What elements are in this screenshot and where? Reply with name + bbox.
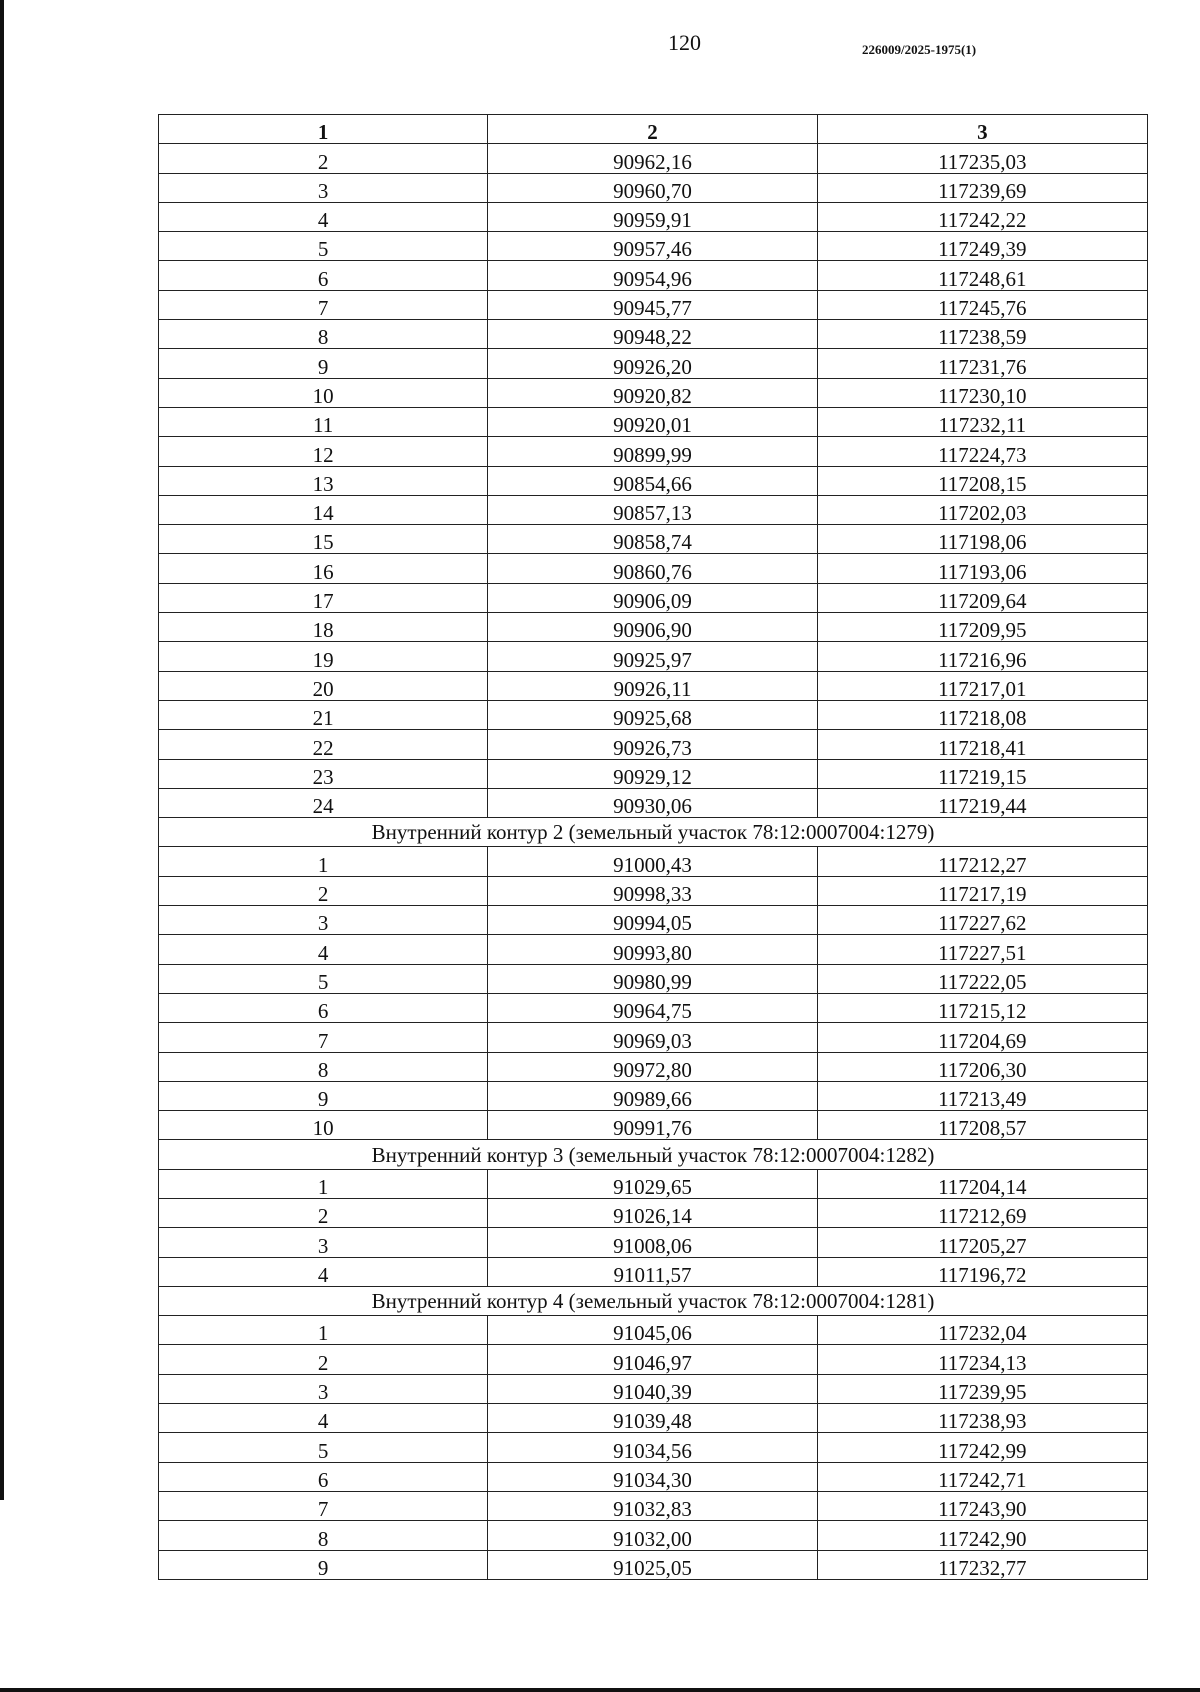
x-coordinate-cell: 91046,97	[488, 1345, 817, 1374]
x-coordinate-cell: 91034,30	[488, 1462, 817, 1491]
x-coordinate-cell: 91034,56	[488, 1433, 817, 1462]
x-coordinate-cell: 90991,76	[488, 1111, 817, 1140]
table-row	[159, 788, 1148, 817]
table-row	[159, 320, 1148, 349]
x-coordinate-cell: 90857,13	[488, 495, 817, 524]
coordinates-table	[158, 114, 1148, 1580]
y-coordinate-cell: 117230,10	[817, 378, 1147, 407]
section-header-row	[159, 1140, 1148, 1169]
point-number-cell: 2	[159, 144, 488, 173]
x-coordinate-cell: 90906,09	[488, 583, 817, 612]
x-coordinate-cell: 90993,80	[488, 935, 817, 964]
table-row	[159, 613, 1148, 642]
x-coordinate-cell: 91025,05	[488, 1550, 817, 1579]
x-coordinate-cell: 90954,96	[488, 261, 817, 290]
x-coordinate-cell: 91039,48	[488, 1404, 817, 1433]
y-coordinate-cell: 117235,03	[817, 144, 1147, 173]
point-number-cell: 15	[159, 525, 488, 554]
table-row	[159, 993, 1148, 1022]
table-row	[159, 1257, 1148, 1286]
x-coordinate-cell: 91029,65	[488, 1169, 817, 1198]
point-number-cell: 8	[159, 1052, 488, 1081]
y-coordinate-cell: 117209,64	[817, 583, 1147, 612]
table-row	[159, 1228, 1148, 1257]
table-row	[159, 232, 1148, 261]
y-coordinate-cell: 117232,04	[817, 1316, 1147, 1345]
point-number-cell: 16	[159, 554, 488, 583]
x-coordinate-cell: 90854,66	[488, 466, 817, 495]
table-row	[159, 876, 1148, 905]
y-coordinate-cell: 117205,27	[817, 1228, 1147, 1257]
section-header-row	[159, 1286, 1148, 1315]
x-coordinate-cell: 90959,91	[488, 202, 817, 231]
x-coordinate-cell: 90969,03	[488, 1023, 817, 1052]
point-number-cell: 7	[159, 290, 488, 319]
y-coordinate-cell: 117232,11	[817, 407, 1147, 436]
table-row	[159, 349, 1148, 378]
x-coordinate-cell: 90926,11	[488, 671, 817, 700]
point-number-cell: 10	[159, 1111, 488, 1140]
point-number-cell: 6	[159, 261, 488, 290]
point-number-cell: 9	[159, 1081, 488, 1110]
x-coordinate-cell: 90980,99	[488, 964, 817, 993]
point-number-cell: 11	[159, 407, 488, 436]
y-coordinate-cell: 117218,08	[817, 700, 1147, 729]
y-coordinate-cell: 117242,90	[817, 1521, 1147, 1550]
table-row	[159, 1521, 1148, 1550]
point-number-cell: 1	[159, 1316, 488, 1345]
table-row	[159, 525, 1148, 554]
table-row	[159, 1404, 1148, 1433]
x-coordinate-cell: 90926,20	[488, 349, 817, 378]
point-number-cell: 7	[159, 1023, 488, 1052]
point-number-cell: 24	[159, 788, 488, 817]
y-coordinate-cell: 117215,12	[817, 993, 1147, 1022]
table-row	[159, 1433, 1148, 1462]
x-coordinate-cell: 90925,97	[488, 642, 817, 671]
document-reference: 226009/2025-1975(1)	[862, 42, 977, 57]
point-number-cell: 4	[159, 1404, 488, 1433]
section-title: Внутренний контур 4 (земельный участок 78:12:0007004:1281)	[159, 1286, 1148, 1315]
table-row	[159, 1374, 1148, 1403]
x-coordinate-cell: 91032,83	[488, 1491, 817, 1520]
x-coordinate-cell: 91008,06	[488, 1228, 817, 1257]
y-coordinate-cell: 117245,76	[817, 290, 1147, 319]
point-number-cell: 3	[159, 1228, 488, 1257]
table-row	[159, 700, 1148, 729]
point-number-cell: 4	[159, 202, 488, 231]
x-coordinate-cell: 90948,22	[488, 320, 817, 349]
table-row	[159, 671, 1148, 700]
table-header-row	[159, 115, 1148, 144]
section-title: Внутренний контур 2 (земельный участок 78:12:0007004:1279)	[159, 818, 1148, 847]
point-number-cell: 17	[159, 583, 488, 612]
x-coordinate-cell: 90906,90	[488, 613, 817, 642]
y-coordinate-cell: 117217,01	[817, 671, 1147, 700]
page-number: 120	[668, 30, 701, 55]
table-row	[159, 173, 1148, 202]
x-coordinate-cell: 90899,99	[488, 437, 817, 466]
y-coordinate-cell: 117227,62	[817, 906, 1147, 935]
x-coordinate-cell: 90929,12	[488, 759, 817, 788]
scan-bottom-edge	[0, 1688, 1200, 1692]
point-number-cell: 1	[159, 847, 488, 876]
table-row	[159, 906, 1148, 935]
point-number-cell: 14	[159, 495, 488, 524]
y-coordinate-cell: 117196,72	[817, 1257, 1147, 1286]
header-cell-y: 3	[817, 115, 1147, 144]
table-row	[159, 583, 1148, 612]
table-row	[159, 378, 1148, 407]
x-coordinate-cell: 90964,75	[488, 993, 817, 1022]
point-number-cell: 6	[159, 993, 488, 1022]
table-row	[159, 466, 1148, 495]
table-row	[159, 437, 1148, 466]
x-coordinate-cell: 90994,05	[488, 906, 817, 935]
point-number-cell: 9	[159, 1550, 488, 1579]
x-coordinate-cell: 91000,43	[488, 847, 817, 876]
y-coordinate-cell: 117231,76	[817, 349, 1147, 378]
point-number-cell: 9	[159, 349, 488, 378]
x-coordinate-cell: 91032,00	[488, 1521, 817, 1550]
point-number-cell: 8	[159, 320, 488, 349]
point-number-cell: 4	[159, 1257, 488, 1286]
y-coordinate-cell: 117213,49	[817, 1081, 1147, 1110]
table-row	[159, 1345, 1148, 1374]
table-row	[159, 1316, 1148, 1345]
y-coordinate-cell: 117204,69	[817, 1023, 1147, 1052]
point-number-cell: 4	[159, 935, 488, 964]
y-coordinate-cell: 117232,77	[817, 1550, 1147, 1579]
x-coordinate-cell: 90920,82	[488, 378, 817, 407]
x-coordinate-cell: 90998,33	[488, 876, 817, 905]
y-coordinate-cell: 117212,27	[817, 847, 1147, 876]
point-number-cell: 20	[159, 671, 488, 700]
point-number-cell: 18	[159, 613, 488, 642]
point-number-cell: 13	[159, 466, 488, 495]
x-coordinate-cell: 90962,16	[488, 144, 817, 173]
y-coordinate-cell: 117219,15	[817, 759, 1147, 788]
y-coordinate-cell: 117212,69	[817, 1198, 1147, 1227]
point-number-cell: 5	[159, 964, 488, 993]
y-coordinate-cell: 117216,96	[817, 642, 1147, 671]
point-number-cell: 2	[159, 876, 488, 905]
point-number-cell: 2	[159, 1345, 488, 1374]
y-coordinate-cell: 117242,22	[817, 202, 1147, 231]
point-number-cell: 6	[159, 1462, 488, 1491]
table-row	[159, 1169, 1148, 1198]
y-coordinate-cell: 117242,71	[817, 1462, 1147, 1491]
y-coordinate-cell: 117204,14	[817, 1169, 1147, 1198]
table-row	[159, 554, 1148, 583]
coordinates-table-body	[159, 115, 1148, 1580]
y-coordinate-cell: 117193,06	[817, 554, 1147, 583]
point-number-cell: 3	[159, 173, 488, 202]
y-coordinate-cell: 117242,99	[817, 1433, 1147, 1462]
point-number-cell: 5	[159, 232, 488, 261]
header-cell-point: 1	[159, 115, 488, 144]
scan-left-edge	[0, 0, 4, 1500]
point-number-cell: 10	[159, 378, 488, 407]
table-row	[159, 1023, 1148, 1052]
y-coordinate-cell: 117198,06	[817, 525, 1147, 554]
x-coordinate-cell: 90972,80	[488, 1052, 817, 1081]
y-coordinate-cell: 117249,39	[817, 232, 1147, 261]
table-row	[159, 1462, 1148, 1491]
y-coordinate-cell: 117219,44	[817, 788, 1147, 817]
y-coordinate-cell: 117227,51	[817, 935, 1147, 964]
y-coordinate-cell: 117243,90	[817, 1491, 1147, 1520]
section-header-row	[159, 818, 1148, 847]
table-row	[159, 1491, 1148, 1520]
y-coordinate-cell: 117218,41	[817, 730, 1147, 759]
x-coordinate-cell: 91040,39	[488, 1374, 817, 1403]
x-coordinate-cell: 90945,77	[488, 290, 817, 319]
section-title: Внутренний контур 3 (земельный участок 78:12:0007004:1282)	[159, 1140, 1148, 1169]
x-coordinate-cell: 90926,73	[488, 730, 817, 759]
point-number-cell: 7	[159, 1491, 488, 1520]
x-coordinate-cell: 90920,01	[488, 407, 817, 436]
table-row	[159, 935, 1148, 964]
point-number-cell: 1	[159, 1169, 488, 1198]
point-number-cell: 21	[159, 700, 488, 729]
point-number-cell: 3	[159, 906, 488, 935]
point-number-cell: 12	[159, 437, 488, 466]
y-coordinate-cell: 117222,05	[817, 964, 1147, 993]
x-coordinate-cell: 90930,06	[488, 788, 817, 817]
x-coordinate-cell: 90858,74	[488, 525, 817, 554]
table-row	[159, 202, 1148, 231]
y-coordinate-cell: 117217,19	[817, 876, 1147, 905]
x-coordinate-cell: 90989,66	[488, 1081, 817, 1110]
point-number-cell: 19	[159, 642, 488, 671]
point-number-cell: 2	[159, 1198, 488, 1227]
x-coordinate-cell: 90957,46	[488, 232, 817, 261]
y-coordinate-cell: 117239,69	[817, 173, 1147, 202]
y-coordinate-cell: 117202,03	[817, 495, 1147, 524]
table-row	[159, 1198, 1148, 1227]
x-coordinate-cell: 90860,76	[488, 554, 817, 583]
table-row	[159, 1052, 1148, 1081]
table-row	[159, 964, 1148, 993]
x-coordinate-cell: 91045,06	[488, 1316, 817, 1345]
y-coordinate-cell: 117206,30	[817, 1052, 1147, 1081]
table-row	[159, 407, 1148, 436]
x-coordinate-cell: 91011,57	[488, 1257, 817, 1286]
y-coordinate-cell: 117234,13	[817, 1345, 1147, 1374]
y-coordinate-cell: 117239,95	[817, 1374, 1147, 1403]
point-number-cell: 22	[159, 730, 488, 759]
point-number-cell: 5	[159, 1433, 488, 1462]
table-row	[159, 1081, 1148, 1110]
x-coordinate-cell: 90960,70	[488, 173, 817, 202]
table-row	[159, 290, 1148, 319]
table-row	[159, 642, 1148, 671]
table-row	[159, 495, 1148, 524]
table-row	[159, 1111, 1148, 1140]
point-number-cell: 3	[159, 1374, 488, 1403]
header-cell-x: 2	[488, 115, 817, 144]
y-coordinate-cell: 117208,15	[817, 466, 1147, 495]
point-number-cell: 8	[159, 1521, 488, 1550]
y-coordinate-cell: 117238,59	[817, 320, 1147, 349]
y-coordinate-cell: 117224,73	[817, 437, 1147, 466]
y-coordinate-cell: 117238,93	[817, 1404, 1147, 1433]
y-coordinate-cell: 117208,57	[817, 1111, 1147, 1140]
table-row	[159, 1550, 1148, 1579]
table-row	[159, 847, 1148, 876]
table-row	[159, 261, 1148, 290]
y-coordinate-cell: 117209,95	[817, 613, 1147, 642]
x-coordinate-cell: 90925,68	[488, 700, 817, 729]
x-coordinate-cell: 91026,14	[488, 1198, 817, 1227]
point-number-cell: 23	[159, 759, 488, 788]
table-row	[159, 759, 1148, 788]
table-row	[159, 144, 1148, 173]
table-row	[159, 730, 1148, 759]
y-coordinate-cell: 117248,61	[817, 261, 1147, 290]
